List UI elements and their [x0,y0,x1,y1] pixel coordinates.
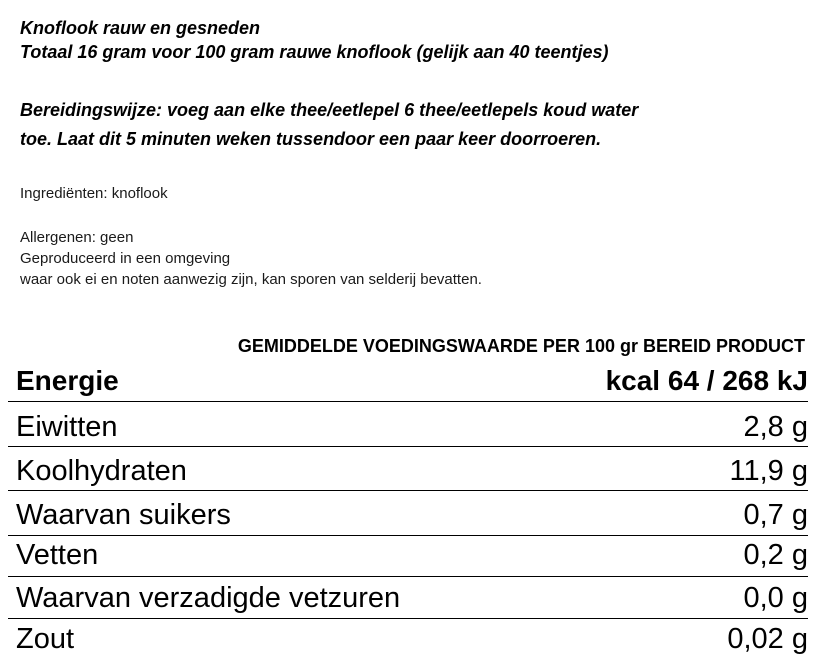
preparation-instructions [20,96,820,154]
nutrition-value: kcal 64 / 268 kJ [605,365,808,396]
nutrition-name: Koolhydraten [16,455,187,487]
nutrition-name: Waarvan suikers [16,499,231,531]
row-divider [8,446,808,447]
row-divider [8,618,808,619]
nutrition-row-energy [8,364,808,398]
row-divider [8,401,808,402]
nutrition-row-salt [8,622,808,656]
nutrition-row-sugars [8,498,808,532]
ingredients-section [20,183,168,204]
nutrition-header: GEMIDDELDE VOEDINGSWAARDE PER 100 gr BEREID PRODUCT [237,336,805,356]
product-intro [20,16,820,64]
row-divider [8,576,808,577]
allergens-section [20,227,482,290]
nutrition-row-carbohydrates [8,454,808,488]
preparation-line-2: toe. Laat dit 5 minuten weken tussendoor een paar keer doorroeren. [20,129,602,149]
ingredients-text: Ingrediënten: knoflook [20,185,168,202]
product-name: Knoflook rauw en gesneden [20,18,261,38]
nutrition-row-fats [8,538,808,572]
nutrition-row-saturated-fats [8,581,808,615]
nutrition-value: 0,0 g [743,582,808,614]
row-divider [8,490,808,491]
allergens-line-2: Geproduceerd in een omgeving [20,250,231,267]
nutrition-table [8,358,808,663]
nutrition-value: 0,02 g [727,623,808,655]
nutrition-value: 0,2 g [743,539,808,571]
nutrition-name: Vetten [16,539,99,571]
preparation-line-1: Bereidingswijze: voeg aan elke thee/eetlepel 6 thee/eetlepels koud water [20,100,639,120]
allergens-line-3: waar ook ei en noten aanwezig zijn, kan sporen van selderij bevatten. [20,271,482,288]
nutrition-name: Waarvan verzadigde vetzuren [16,582,401,614]
nutrition-value: 0,7 g [743,499,808,531]
allergens-line-1: Allergenen: geen [20,229,134,246]
product-total: Totaal 16 gram voor 100 gram rauwe knoflook (gelijk aan 40 teentjes) [20,42,609,62]
nutrition-value: 2,8 g [743,411,808,443]
nutrition-name: Zout [16,623,75,655]
nutrition-row-protein [8,410,808,444]
nutrition-name: Eiwitten [16,411,118,443]
nutrition-value: 11,9 g [729,455,808,487]
row-divider [8,535,808,536]
nutrition-name: Energie [16,365,119,396]
